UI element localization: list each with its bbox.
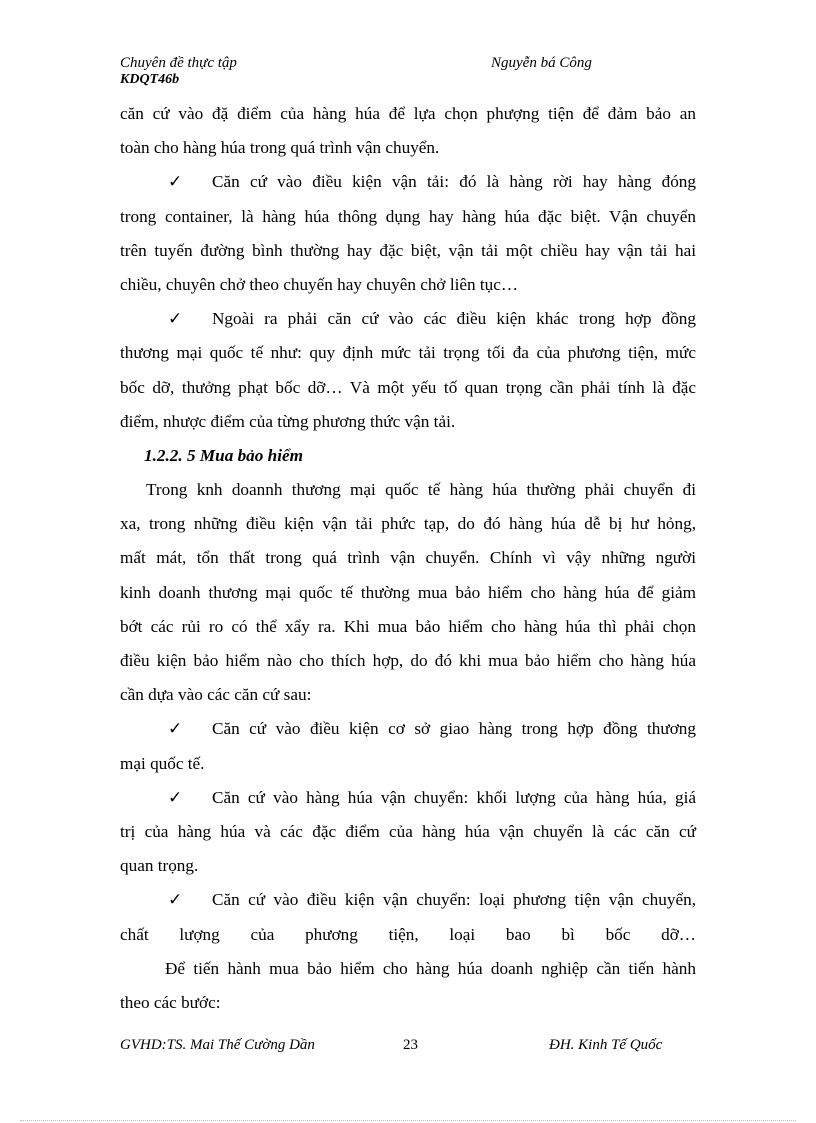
checkmark-icon: ✓ [168, 787, 183, 807]
bullet-text: Căn cứ vào điều kiện vận chuyển: loại phương tiện vận chuyển, [212, 890, 696, 910]
bullet-text: Căn cứ vào điều kiện cơ sở giao hàng trong hợp đồng thương [212, 719, 696, 739]
text-line: bốc dỡ, thưởng phạt bốc dỡ… Và một yếu tố quan trọng cần phải tính là đặc [120, 377, 696, 397]
text-line: bớt các rủi ro có thể xẩy ra. Khi mua bảo hiểm cho hàng húa thì phải chọn [120, 616, 696, 636]
page-number: 23 [403, 1037, 418, 1053]
checkmark-icon: ✓ [168, 719, 183, 739]
text-line: Để tiến hành mua bảo hiểm cho hàng húa doanh nghiệp cần tiến hành [165, 958, 696, 978]
text-line: Trong knh doannh thương mại quốc tế hàng húa thường phải chuyển đi [146, 480, 696, 500]
text-line: chiều, chuyên chở theo chuyến hay chuyên chở liên tục… [120, 274, 519, 294]
bullet-line [120, 712, 696, 746]
text-line: cần dựa vào các căn cứ sau: [120, 685, 312, 705]
bullet-line [120, 302, 696, 336]
bullet-text: Căn cứ vào hàng húa vận chuyển: khối lượng của hàng húa, giá [212, 787, 696, 807]
text-line: căn cứ vào đặ điểm của hàng húa để lựa chọn phượng tiện để đảm bảo an [120, 104, 696, 123]
text-line: theo các bước: [120, 992, 221, 1012]
body-text [120, 97, 696, 1020]
checkmark-icon: ✓ [168, 309, 183, 329]
text-line: trong container, là hàng húa thông dụng hay hàng húa đặc biệt. Vận chuyển [120, 206, 696, 226]
text-line: thương mại quốc tế như: quy định mức tải trọng tối đa của phương tiện, mức [120, 343, 696, 363]
text-line: trị của hàng húa và các đặc điểm của hàng húa vận chuyển là các căn cứ [120, 821, 696, 841]
footer-supervisor: GVHD:TS. Mai Thế Cường Dần [120, 1037, 315, 1053]
bullet-line [120, 781, 696, 815]
footer-university: ĐH. Kinh Tế Quốc [549, 1037, 663, 1053]
text-line: quan trọng. [120, 856, 199, 876]
page-bottom-divider [20, 1120, 796, 1121]
text-line: chất lượng của phương tiện, loại bao bì bốc dỡ… [120, 924, 696, 944]
text-line: mất mát, tổn thất trong quá trình vận chuyển. Chính vì vậy những người [120, 548, 696, 568]
text-line: điều kiện bảo hiểm nào cho thích hợp, do đó khi mua bảo hiểm cho hàng húa [120, 651, 696, 670]
text-line: mại quốc tế. [120, 753, 205, 773]
text-line: trên tuyến đường bình thường hay đặc biệt, vận tải một chiều hay vận tải hai [120, 240, 696, 260]
header-course-title: Chuyên đề thực tập [120, 55, 237, 71]
text-line: điểm, nhược điểm của từng phương thức vận tải. [120, 411, 456, 431]
bullet-text: Ngoài ra phải căn cứ vào các điều kiện khác trong hợp đồng [212, 309, 696, 329]
header-class-code: KDQT46b [120, 72, 180, 87]
checkmark-icon: ✓ [168, 890, 183, 910]
text-line: toàn cho hàng húa trong quá trình vận chuyển. [120, 138, 440, 158]
text-line: xa, trong những điều kiện vận tải phức tạp, do đó hàng húa dễ bị hư hỏng, [120, 514, 696, 534]
header-author-name: Nguyễn bá Công [491, 55, 592, 71]
section-heading: 1.2.2. 5 Mua bảo hiểm [144, 445, 304, 465]
bullet-line [120, 165, 696, 199]
checkmark-icon: ✓ [168, 172, 183, 192]
bullet-line [120, 883, 696, 917]
bullet-text: Căn cứ vào điều kiện vận tải: đó là hàng rời hay hàng đóng [212, 172, 696, 192]
text-line: kinh doanh thương mại quốc tế thường mua bảo hiểm cho hàng húa để giảm [120, 582, 696, 602]
